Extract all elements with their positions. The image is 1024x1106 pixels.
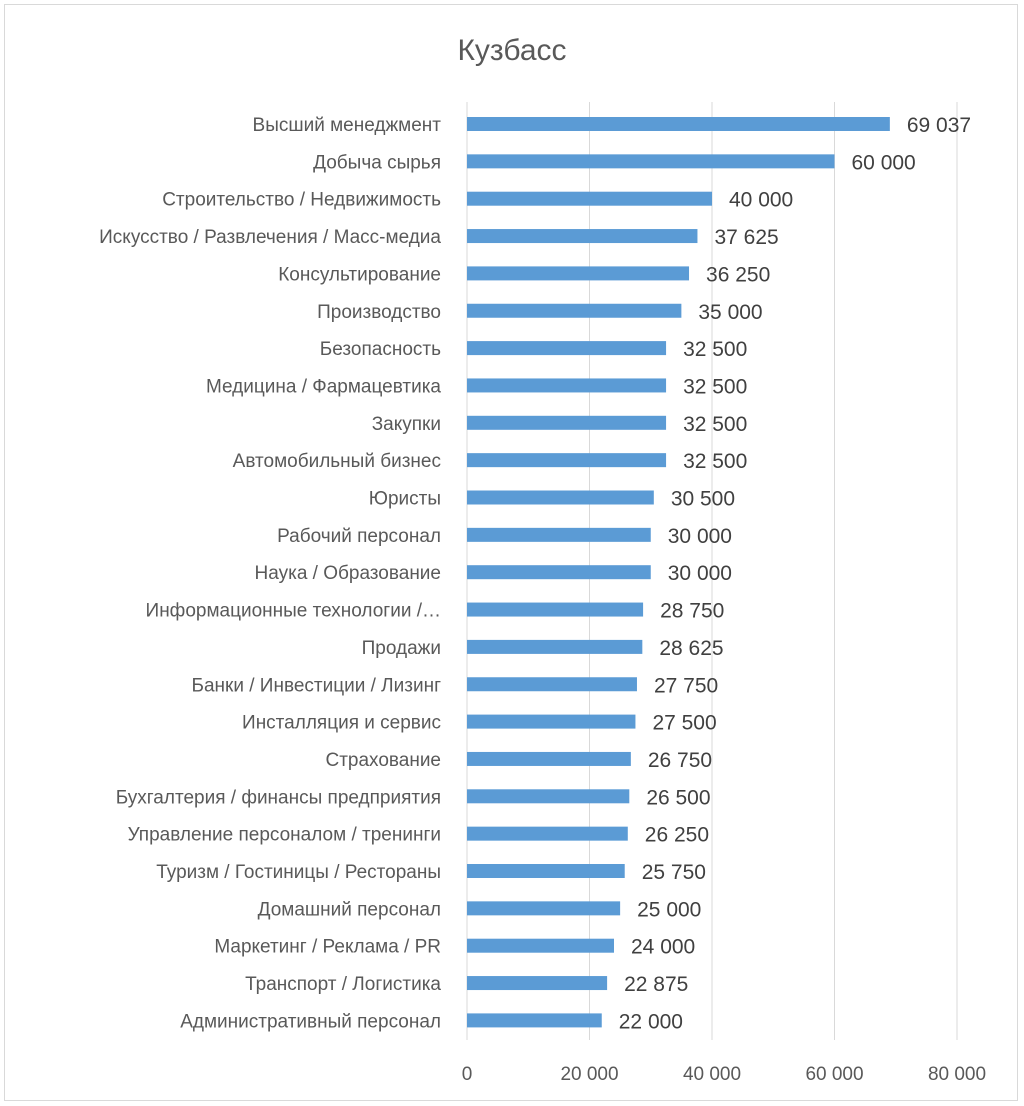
data-label: 30 000: [667, 562, 732, 586]
x-tick-label: 0: [461, 1064, 473, 1085]
bar: [467, 378, 666, 392]
data-label: 26 500: [646, 786, 711, 810]
bar: [467, 715, 635, 729]
category-label: Маркетинг / Реклама / PR: [214, 936, 441, 958]
bar: [467, 341, 666, 355]
bar: [467, 192, 712, 206]
category-label: Административный персонал: [180, 1011, 441, 1033]
bar: [467, 453, 666, 467]
data-label: 28 750: [660, 599, 725, 623]
category-label: Добыча сырья: [313, 152, 441, 174]
category-label: Консультирование: [278, 264, 441, 286]
data-label: 26 250: [644, 823, 710, 847]
bar: [467, 416, 666, 430]
category-label: Продажи: [361, 637, 441, 659]
bar: [467, 304, 681, 318]
category-label: Туризм / Гостиницы / Рестораны: [156, 862, 441, 883]
bar: [467, 640, 642, 654]
category-label: Бухгалтерия / финансы предприятия: [115, 787, 441, 809]
category-label: Автомобильный бизнес: [232, 451, 441, 473]
data-label: 60 000: [851, 151, 916, 175]
data-label: 25 000: [637, 898, 702, 922]
category-label: Медицина / Фармацевтика: [205, 376, 441, 398]
x-tick-label: 40 000: [682, 1064, 742, 1085]
data-label: 22 000: [618, 1010, 683, 1034]
category-label: Юристы: [368, 488, 441, 510]
category-label: Страхование: [325, 749, 441, 771]
data-label: 32 500: [683, 338, 748, 362]
category-label: Информационные технологии /…: [145, 600, 441, 622]
data-label: 28 625: [659, 636, 724, 660]
data-label: 25 750: [641, 861, 706, 884]
bar: [467, 976, 607, 990]
x-tick-label: 20 000: [560, 1064, 619, 1085]
data-label: 32 500: [683, 375, 748, 399]
bar: [467, 266, 689, 280]
bar: [467, 789, 629, 803]
bar: [467, 939, 614, 953]
value-labels: [619, 114, 971, 1033]
category-label: Безопасность: [319, 339, 441, 361]
data-label: 27 750: [653, 674, 719, 698]
data-label: 30 000: [667, 524, 732, 548]
bar: [467, 491, 654, 505]
x-axis-ticks: [462, 1064, 986, 1085]
data-label: 22 875: [624, 973, 689, 997]
bar: [467, 864, 625, 878]
data-label: 40 000: [729, 188, 794, 212]
bar: [467, 752, 631, 766]
x-tick-label: 60 000: [805, 1064, 864, 1085]
category-label: Наука / Образование: [254, 563, 441, 585]
category-labels: [99, 115, 441, 1032]
category-label: Банки / Инвестиции / Лизинг: [191, 675, 441, 697]
category-label: Транспорт / Логистика: [245, 974, 441, 996]
bar: [467, 229, 697, 243]
data-label: 26 750: [647, 748, 713, 772]
bar: [467, 603, 643, 617]
bar: [467, 528, 651, 542]
chart-title: Кузбасс: [457, 34, 567, 67]
bar: [467, 117, 890, 131]
data-label: 69 037: [906, 114, 972, 137]
data-label: 27 500: [652, 711, 717, 735]
category-label: Производство: [317, 301, 441, 323]
category-label: Искусство / Развлечения / Масс-медиа: [99, 227, 441, 249]
bar: [467, 565, 651, 579]
data-label: 30 500: [670, 487, 736, 511]
category-label: Управление персоналом / тренинги: [127, 824, 441, 846]
data-label: 32 500: [683, 450, 748, 474]
bar: [467, 154, 835, 168]
category-label: Домашний персонал: [257, 899, 441, 921]
data-label: 35 000: [698, 300, 763, 324]
bar: [467, 827, 628, 841]
data-label: 24 000: [631, 935, 696, 959]
data-label: 36 250: [706, 263, 771, 287]
x-tick-label: 80 000: [927, 1064, 987, 1085]
data-label: 32 500: [683, 412, 748, 436]
category-label: Закупки: [371, 413, 441, 435]
bar: [467, 1013, 602, 1027]
bar: [467, 901, 620, 915]
data-label: 37 625: [714, 226, 779, 250]
category-label: Рабочий персонал: [277, 525, 441, 547]
bar: [467, 677, 637, 691]
category-label: Строительство / Недвижимость: [162, 189, 441, 211]
category-label: Инсталляция и сервис: [242, 712, 441, 734]
category-label: Высший менеджмент: [252, 115, 441, 136]
